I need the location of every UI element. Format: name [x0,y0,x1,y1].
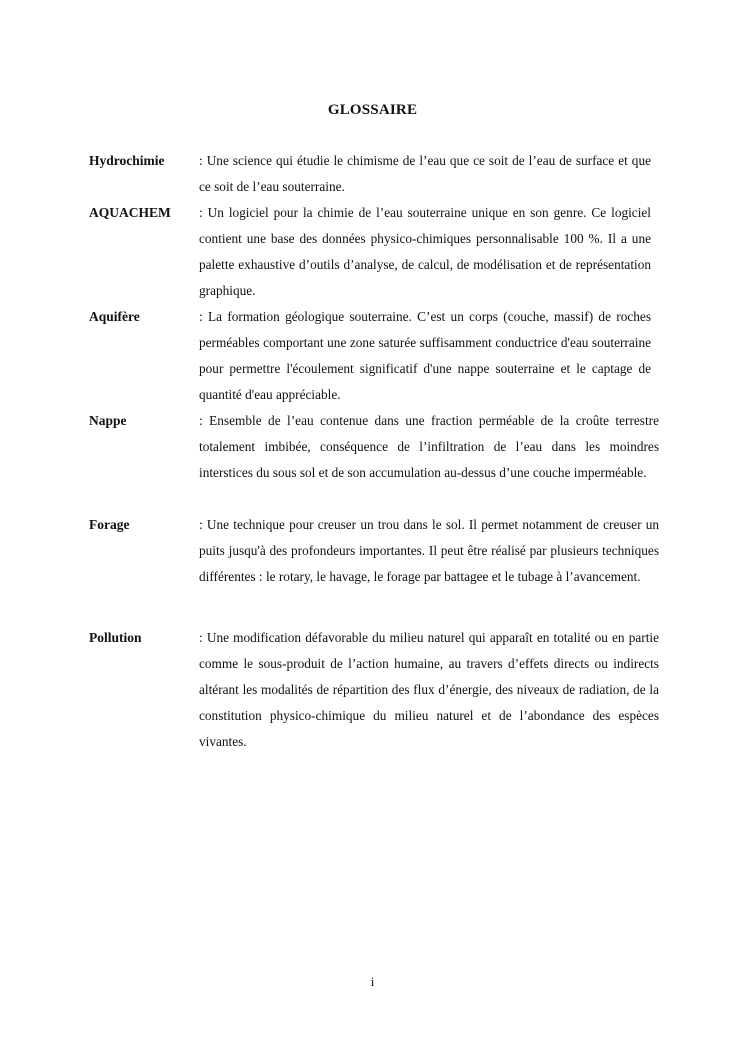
glossary-term: Nappe [89,413,127,428]
glossary-definition: : Ensemble de l’eau contenue dans une fraction perméable de la croûte terrestre totalement imbibée, conséquence de l’infiltration de l’eau dans les moindres interstices du sous sol et de son accumulation au-dessus d’une couche imperméable. [199,413,659,480]
glossary-term: AQUACHEM [89,205,171,220]
page-number: i [370,974,375,989]
glossary-definition: : La formation géologique souterraine. C’est un corps (couche, massif) de roches perméables comportant une zone saturée suffisamment conductrice d'eau souterraine pour permettre l'écoulement significatif d'une nappe souterraine et le captage de quantité d'eau appréciable. [199,309,651,402]
glossary-term: Pollution [89,630,142,645]
glossary-definition: : Une technique pour creuser un trou dans le sol. Il permet notamment de creuser un puits jusqu'à des profondeurs importantes. Il peut être réalisé par plusieurs techniques différentes : le rotary, le havage, le forage par battagee et le tubage à l’avancement. [199,517,659,584]
glossary-term: Hydrochimie [89,153,165,168]
page-title: GLOSSAIRE [327,102,418,118]
glossary-term: Aquifère [89,309,140,324]
glossary-term: Forage [89,517,130,532]
glossary-definition: : Un logiciel pour la chimie de l’eau souterraine unique en son genre. Ce logiciel contient une base des données physico-chimiques personnalisable 100 %. Il a une palette exhaustive d’outils d’analyse, de calcul, de modélisation et de représentation graphique. [199,205,651,298]
glossary-definition: : Une modification défavorable du milieu naturel qui apparaît en totalité ou en partie comme le sous-produit de l’action humaine, au travers d’effets directs ou indirects altérant les modalités de répartition des flux d’énergie, des niveaux de radiation, de la constitution physico-chimique du milieu naturel et de l’abondance des espèces vivantes. [199,630,659,749]
glossary-definition: : Une science qui étudie le chimisme de l’eau que ce soit de l’eau de surface et que ce soit de l’eau souterraine. [199,153,651,194]
